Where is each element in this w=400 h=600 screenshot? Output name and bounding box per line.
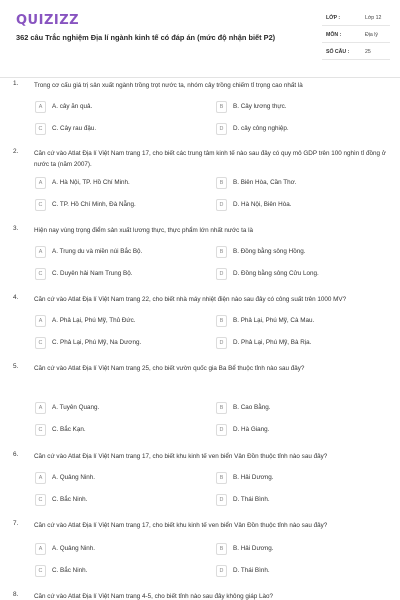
meta-value-grade: Lớp 12: [365, 15, 382, 21]
option-d[interactable]: [216, 337, 386, 349]
meta-row-subject: [322, 27, 390, 43]
meta-row-count: [322, 44, 390, 60]
option-letter-b: B: [216, 177, 227, 189]
option-label: C. Cây rau đậu.: [52, 125, 97, 132]
option-letter-d: D: [216, 199, 227, 211]
option-letter-c: C: [35, 199, 46, 211]
question-text: Hiện nay vùng trọng điểm sản xuất lương thực, thực phẩm lớn nhất nước ta là: [34, 227, 253, 234]
option-letter-a: A: [35, 315, 46, 327]
option-label: A. Phả Lại, Phú Mỹ, Thủ Đức.: [52, 317, 136, 324]
question-text: Căn cứ vào Atlat Địa lí Việt Nam trang 17, cho biết các trung tâm kinh tế nào sau đây có quy mô GDP trên 100 nghìn tỉ đồng ở nước ta (năm 2007).: [34, 150, 386, 168]
question-number: 8.: [13, 591, 19, 598]
option-label: B. Cao Bằng.: [233, 404, 271, 411]
question-number: 1.: [13, 80, 19, 87]
question-number: 2.: [13, 148, 19, 155]
question-text: Căn cứ vào Atlat Địa lí Việt Nam trang 4-5, cho biết tỉnh nào sau đây không giáp Lào?: [34, 593, 273, 600]
option-a[interactable]: [35, 543, 205, 555]
question-text: Căn cứ vào Atlat Địa lí Việt Nam trang 17, cho biết khu kinh tế ven biển Vân Đồn thuộc tỉnh nào sau đây?: [34, 453, 328, 460]
option-b[interactable]: [216, 472, 386, 484]
meta-value-count: 25: [365, 49, 371, 55]
question-number: 3.: [13, 225, 19, 232]
option-d[interactable]: [216, 268, 386, 280]
option-letter-d: D: [216, 123, 227, 135]
option-letter-d: D: [216, 494, 227, 506]
option-letter-b: B: [216, 315, 227, 327]
meta-key-grade: LỚP :: [326, 15, 341, 21]
option-label: B. Hải Dương.: [233, 474, 274, 481]
option-d[interactable]: [216, 199, 386, 211]
option-c[interactable]: [35, 565, 205, 577]
option-label: D. Đồng bằng sông Cửu Long.: [233, 270, 319, 277]
worksheet-meta: [322, 10, 390, 62]
question-text: Căn cứ vào Atlat Địa lí Việt Nam trang 22, cho biết nhà máy nhiệt điện nào sau đây có công suất trên 1000 MV?: [34, 296, 347, 303]
option-letter-d: D: [216, 424, 227, 436]
option-c[interactable]: [35, 123, 205, 135]
option-letter-c: C: [35, 494, 46, 506]
option-letter-d: D: [216, 337, 227, 349]
option-letter-b: B: [216, 101, 227, 113]
option-c[interactable]: [35, 268, 205, 280]
option-a[interactable]: [35, 101, 205, 113]
question-number: 6.: [13, 451, 19, 458]
option-letter-c: C: [35, 565, 46, 577]
option-letter-b: B: [216, 472, 227, 484]
option-b[interactable]: [216, 177, 386, 189]
option-label: C. TP. Hồ Chí Minh, Đà Nẵng.: [52, 201, 136, 208]
option-letter-a: A: [35, 402, 46, 414]
question-text: Trong cơ cấu giá trị sản xuất ngành trồng trọt nước ta, nhóm cây trồng chiếm tỉ trọng cao nhất là: [34, 82, 303, 89]
option-letter-b: B: [216, 543, 227, 555]
meta-value-subject: Địa lý: [365, 32, 378, 38]
option-d[interactable]: [216, 494, 386, 506]
question-number: 4.: [13, 294, 19, 301]
option-b[interactable]: [216, 543, 386, 555]
option-d[interactable]: [216, 565, 386, 577]
option-label: C. Bắc Ninh.: [52, 496, 88, 503]
option-label: D. Thái Bình.: [233, 567, 270, 574]
meta-key-count: SỐ CÂU :: [326, 49, 350, 55]
option-c[interactable]: [35, 199, 205, 211]
option-d[interactable]: [216, 123, 386, 135]
quizizz-logo: QUIZIZZ: [16, 13, 80, 28]
option-letter-a: A: [35, 543, 46, 555]
option-letter-b: B: [216, 246, 227, 258]
question-list: [0, 78, 400, 600]
meta-row-grade: [322, 10, 390, 26]
option-letter-c: C: [35, 424, 46, 436]
option-label: C. Bắc Ninh.: [52, 567, 88, 574]
option-label: B. Đồng bằng sông Hồng.: [233, 248, 306, 255]
option-label: A. Quảng Ninh.: [52, 545, 96, 552]
question-number: 7.: [13, 520, 19, 527]
option-label: A. Trung du và miền núi Bắc Bộ.: [52, 248, 143, 255]
option-letter-c: C: [35, 337, 46, 349]
option-label: D. Phả Lại, Phú Mỹ, Bà Rịa.: [233, 339, 312, 346]
option-c[interactable]: [35, 337, 205, 349]
option-letter-a: A: [35, 246, 46, 258]
option-letter-b: B: [216, 402, 227, 414]
option-letter-a: A: [35, 101, 46, 113]
option-a[interactable]: [35, 402, 205, 414]
option-c[interactable]: [35, 424, 205, 436]
option-a[interactable]: [35, 315, 205, 327]
option-label: D. Thái Bình.: [233, 496, 270, 503]
option-label: B. Hải Dương.: [233, 545, 274, 552]
option-label: A. cây ăn quả.: [52, 103, 93, 110]
option-b[interactable]: [216, 101, 386, 113]
option-letter-d: D: [216, 565, 227, 577]
option-label: B. Cây lương thực.: [233, 103, 287, 110]
option-label: C. Bắc Kạn.: [52, 426, 86, 433]
worksheet-title: 362 câu Trắc nghiệm Địa lí ngành kinh tế có đáp án (mức độ nhận biết P2): [16, 33, 276, 42]
question-number: 5.: [13, 363, 19, 370]
option-label: A. Hà Nội, TP. Hồ Chí Minh.: [52, 179, 130, 186]
option-label: D. Hà Giang.: [233, 426, 270, 433]
option-b[interactable]: [216, 402, 386, 414]
worksheet-header: [0, 0, 400, 78]
option-letter-a: A: [35, 472, 46, 484]
meta-key-subject: MÔN :: [326, 32, 342, 38]
option-label: B. Phả Lại, Phú Mỹ, Cà Mau.: [233, 317, 315, 324]
option-b[interactable]: [216, 315, 386, 327]
option-letter-c: C: [35, 123, 46, 135]
option-a[interactable]: [35, 246, 205, 258]
option-b[interactable]: [216, 246, 386, 258]
option-label: A. Tuyên Quang.: [52, 404, 100, 411]
option-label: A. Quảng Ninh.: [52, 474, 96, 481]
question-text: Căn cứ vào Atlat Địa lí Việt Nam trang 17, cho biết khu kinh tế ven biển Vân Đồn thuộc tỉnh nào sau đây?: [34, 522, 328, 529]
option-label: C. Duyên hải Nam Trung Bộ.: [52, 270, 133, 277]
option-a[interactable]: [35, 177, 205, 189]
question-text: Căn cứ vào Atlat Địa lí Việt Nam trang 25, cho biết vườn quốc gia Ba Bể thuộc tỉnh nào sau đây?: [34, 365, 305, 372]
option-label: D. Hà Nội, Biên Hòa.: [233, 201, 292, 208]
option-label: D. cây công nghiệp.: [233, 125, 289, 132]
option-c[interactable]: [35, 494, 205, 506]
option-d[interactable]: [216, 424, 386, 436]
option-a[interactable]: [35, 472, 205, 484]
option-label: C. Phả Lại, Phú Mỹ, Na Dương.: [52, 339, 142, 346]
option-letter-c: C: [35, 268, 46, 280]
option-letter-d: D: [216, 268, 227, 280]
option-letter-a: A: [35, 177, 46, 189]
option-label: B. Biên Hòa, Cần Thơ.: [233, 179, 297, 186]
